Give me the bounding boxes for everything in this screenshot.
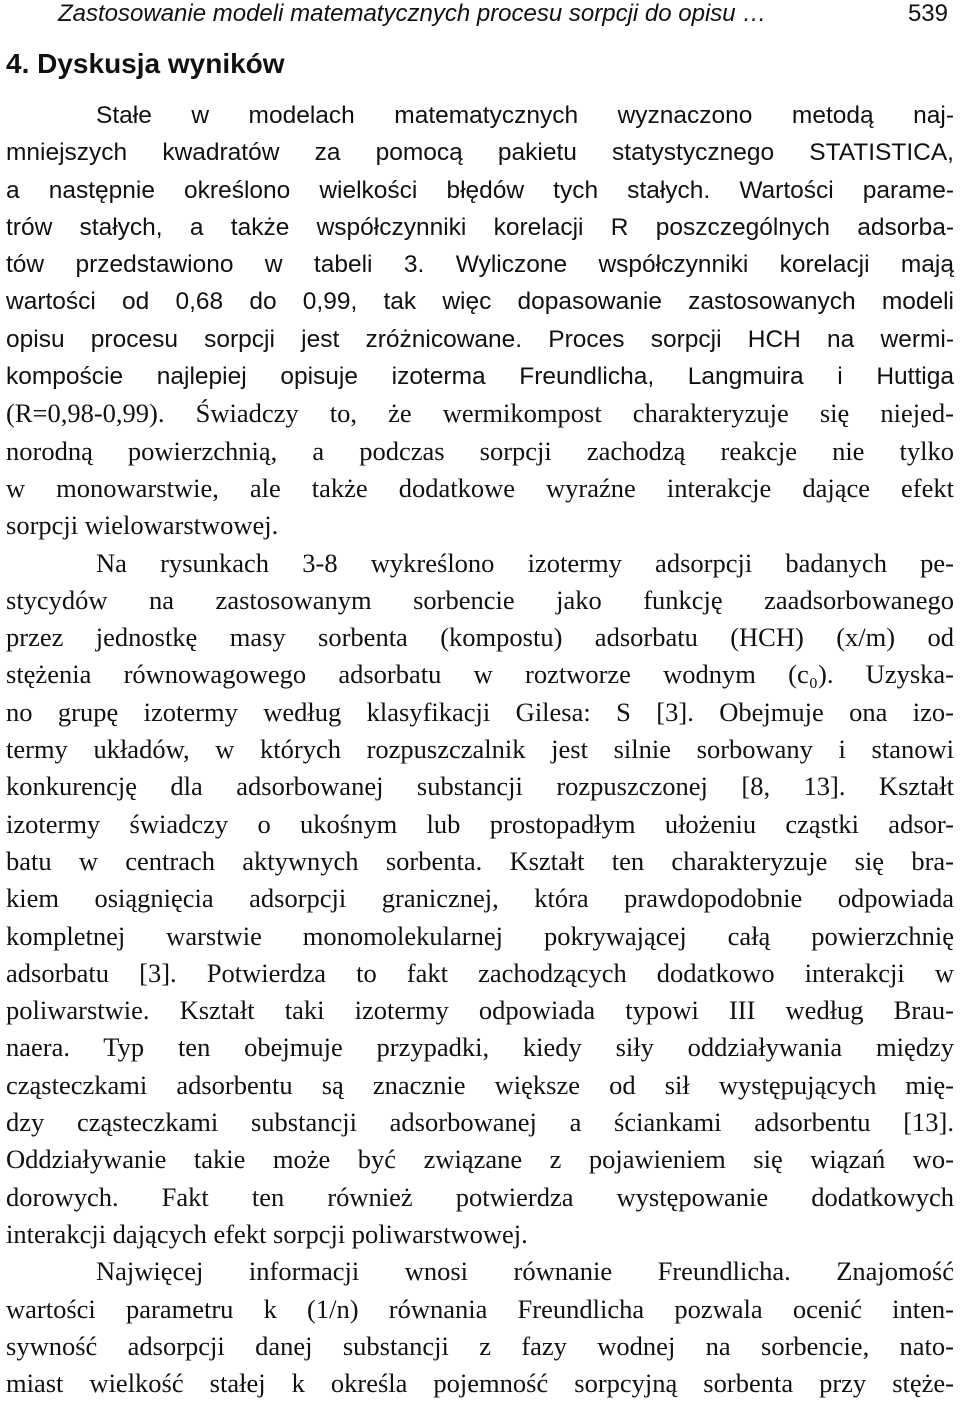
running-title: Zastosowanie modeli matematycznych procesu sorpcji do opisu … (58, 0, 767, 27)
section-heading: 4. Dyskusja wyników (6, 48, 285, 79)
text-line: no grupę izotermy według klasyfikacji Gilesa: S [3]. Obejmuje ona izo- (6, 696, 954, 727)
text-line: Stałe w modelach matematycznych wyznaczono metodą naj- (96, 102, 954, 129)
text-line: wartości od 0,68 do 0,99, tak więc dopasowanie zastosowanych modeli (6, 288, 954, 316)
text-line: kompletnej warstwie monomolekularnej pokrywającej całą powierzchnię (6, 920, 954, 951)
text-line: izotermy świadczy o ukośnym lub prostopadłym ułożeniu cząstki adsor- (6, 808, 954, 839)
text-line: batu w centrach aktywnych sorbenta. Kształt ten charakteryzuje się bra- (6, 845, 954, 876)
text-line: poliwarstwie. Kształt taki izotermy odpowiada typowi III według Brau- (6, 995, 954, 1026)
running-header (6, 0, 954, 28)
text-line: stycydów na zastosowanym sorbencie jako funkcję zaadsorbowanego (6, 584, 954, 615)
text-line: kompoście najlepiej opisuje izoterma Freundlicha, Langmuira i Huttiga (6, 363, 954, 391)
text-line: naera. Typ ten obejmuje przypadki, kiedy siły oddziaływania między (6, 1032, 954, 1063)
text-line: (R=0,98-0,99). Świadczy to, że wermikompost charakteryzuje się niejed- (6, 398, 954, 429)
text-line: stężenia równowagowego adsorbatu w roztworze wodnym (c₀). Uzyska- (6, 659, 954, 690)
text-line: kiem osiągnięcia adsorpcji granicznej, która prawdopodobnie odpowiada (6, 883, 954, 914)
text-line: konkurencję dla adsorbowanej substancji rozpuszczonej [8, 13]. Kształt (6, 771, 954, 802)
text-line: tów przedstawiono w tabeli 3. Wyliczone współczynniki korelacji mają (6, 251, 954, 279)
text-line: dorowych. Fakt ten również potwierdza występowanie dodatkowych (6, 1181, 954, 1212)
text-line: Na rysunkach 3-8 wykreślono izotermy adsorpcji badanych pe- (96, 547, 954, 578)
text-line: norodną powierzchnią, a podczas sorpcji zachodzą reakcje nie tylko (6, 435, 954, 466)
body-text (6, 97, 954, 1402)
text-line: dzy cząsteczkami substancji adsorbowanej a ściankami adsorbentu [13]. (6, 1107, 954, 1138)
text-line: adsorbatu [3]. Potwierdza to fakt zachodzących dodatkowo interakcji w (6, 957, 954, 988)
page-number: 539 (907, 0, 948, 27)
text-line: mniejszych kwadratów za pomocą pakietu statystycznego STATISTICA, (6, 139, 954, 167)
text-line: trów stałych, a także współczynniki korelacji R poszczególnych adsorba- (6, 213, 954, 241)
text-line: sywność adsorpcji danej substancji z fazy wodnej na sorbencie, nato- (6, 1330, 954, 1361)
text-line: Oddziaływanie takie może być związane z pojawieniem się wiązań wo- (6, 1144, 954, 1175)
text-line: w monowarstwie, ale także dodatkowe wyraźne interakcje dające efekt (6, 472, 954, 503)
text-line: termy układów, w których rozpuszczalnik jest silnie sorbowany i stanowi (6, 734, 954, 765)
text-line: miast wielkość stałej k określa pojemność sorpcyjną sorbenta przy stęże- (6, 1368, 954, 1399)
text-line: opisu procesu sorpcji jest zróżnicowane. Proces sorpcji HCH na wermi- (6, 325, 954, 353)
text-line: przez jednostkę masy sorbenta (kompostu) adsorbatu (HCH) (x/m) od (6, 622, 954, 653)
text-line: sorpcji wielowarstwowej. (6, 510, 279, 541)
text-line: interakcji dających efekt sorpcji poliwarstwowej. (6, 1218, 528, 1249)
text-line: a następnie określono wielkości błędów tych stałych. Wartości parame- (6, 176, 954, 204)
text-line: cząsteczkami adsorbentu są znacznie większe od sił występujących mię- (6, 1069, 954, 1100)
text-line: Najwięcej informacji wnosi równanie Freundlicha. Znajomość (96, 1256, 954, 1287)
text-line: wartości parametru k (1/n) równania Freundlicha pozwala ocenić inten- (6, 1293, 954, 1324)
